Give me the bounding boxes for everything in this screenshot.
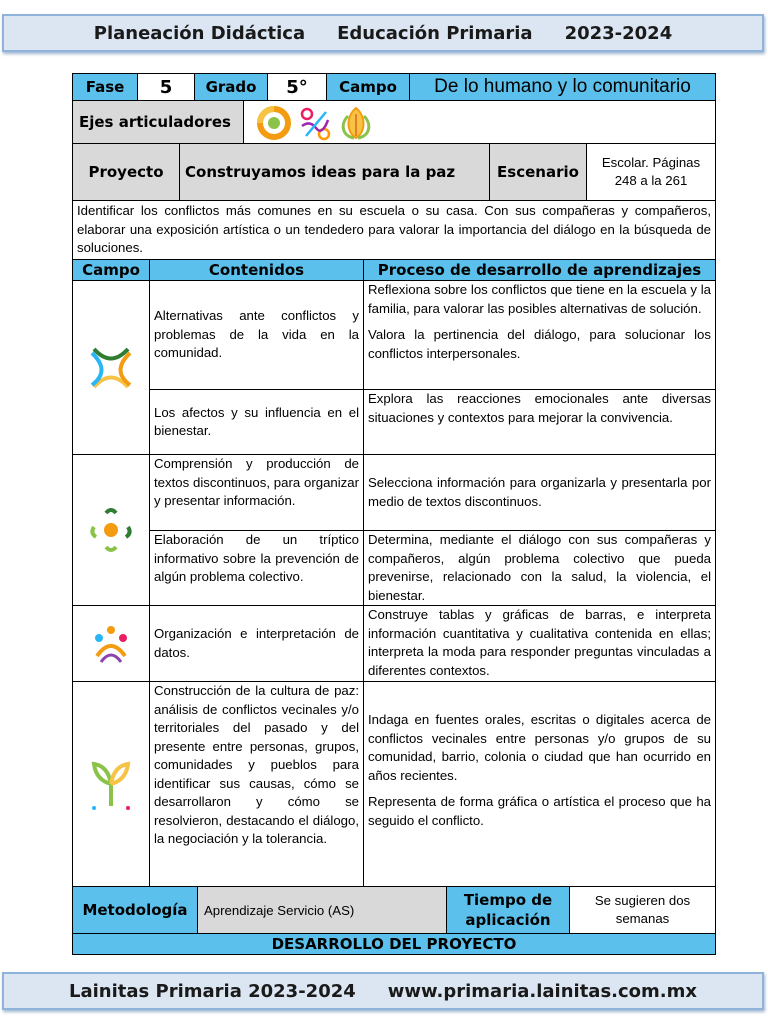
col-contenidos-header: Contenidos [149, 259, 364, 281]
bottom-banner [2, 972, 764, 1010]
campo-humano-comunitario-icon [86, 343, 136, 393]
campo-value: De lo humano y lo comunitario [409, 73, 716, 101]
proceso-1 [363, 280, 716, 390]
banner-year: 2023-2024 [564, 22, 673, 44]
campo-cell-1 [72, 280, 150, 455]
proceso-5: Construye tablas y gráficas de barras, e interpreta información cuantitativa y cualitativa contenida en ellas; interpreta la moda para responder preguntas vinculadas a diferentes contextos. [363, 605, 716, 682]
proceso-2: Explora las reacciones emocionales ante diversas situaciones y contextos para mejorar la convivencia. [363, 389, 716, 455]
banner-url[interactable]: www.primaria.lainitas.com.mx [387, 980, 697, 1002]
proyecto-value: Construyamos ideas para la paz [179, 143, 490, 201]
proceso-3: Selecciona información para organizarla y presentarla por medio de textos discontinuos. [363, 454, 716, 531]
col-proceso-header: Proceso de desarrollo de aprendizajes [363, 259, 716, 281]
proyecto-label: Proyecto [72, 143, 180, 201]
proceso-6-a: Indaga en fuentes orales, escritas o digitales acerca de conflictos vecinales entre personas y/o grupos de su comunidad, barrio, colonia o ciudad que han ocurrido en años recientes. [368, 712, 711, 783]
contenido-6: Construcción de la cultura de paz: análisis de conflictos vecinales y/o territoriales del pasado y del presente entre personas, grupos, comunidades y pueblos para identificar sus causas, cómo se desarrollaron y cómo se resolvieron, destacando el diálogo, la negociación y la tolerancia. [149, 681, 364, 887]
metodologia-label: Metodología [72, 886, 198, 934]
desarrollo-proyecto-header: DESARROLLO DEL PROYECTO [72, 933, 716, 955]
grado-label: Grado [194, 73, 268, 101]
metodologia-value: Aprendizaje Servicio (AS) [197, 886, 447, 934]
campo-cell-2 [72, 454, 150, 606]
fase-value: 5 [137, 73, 195, 101]
contenido-4: Elaboración de un tríptico informativo sobre la prevención de algún problema colectivo. [149, 530, 364, 606]
eje-inclusion-icon [254, 104, 294, 142]
grado-value: 5° [267, 73, 327, 101]
proceso-1-b: Valora la pertinencia del diálogo, para solucionar los conflictos interpersonales. [368, 327, 711, 361]
campo-etica-naturaleza-icon [88, 756, 134, 812]
proceso-1-a: Reflexiona sobre los conflictos que tiene en la escuela y la familia, para valorar las posibles alternativas de solución. [368, 282, 711, 316]
contenido-3: Comprensión y producción de textos discontinuos, para organizar y presentar información. [149, 454, 364, 531]
ejes-icons [243, 100, 716, 144]
contenido-5: Organización e interpretación de datos. [149, 605, 364, 682]
banner-level: Educación Primaria [337, 22, 533, 44]
fase-label: Fase [72, 73, 138, 101]
campo-label: Campo [326, 73, 410, 101]
proceso-6 [363, 681, 716, 887]
col-campo-header: Campo [72, 259, 150, 281]
eje-vida-saludable-icon [336, 104, 376, 142]
proceso-6-b: Representa de forma gráfica o artística el proceso que ha seguido el conflicto. [368, 794, 711, 828]
campo-cell-4 [72, 681, 150, 887]
contenido-1: Alternativas ante conflictos y problemas de la vida en la comunidad. [149, 280, 364, 390]
contenido-2: Los afectos y su influencia en el bienestar. [149, 389, 364, 455]
proceso-4: Determina, mediante el diálogo con sus compañeras y compañeros, algún problema colectivo que pueda prevenirse, relacionado con la salud, la violencia, el bienestar. [363, 530, 716, 606]
banner-brand: Lainitas Primaria 2023-2024 [69, 980, 356, 1002]
ejes-label: Ejes articuladores [72, 100, 244, 144]
project-description: Identificar los conflictos más comunes en su escuela o su casa. Con sus compañeras y compañeros, elaborar una exposición artística o un tendedero para valorar la importancia del diálogo en la búsqueda de soluciones. [72, 200, 716, 260]
campo-lenguajes-icon [88, 505, 134, 555]
eje-pensamiento-critico-icon [296, 106, 336, 142]
tiempo-label: Tiempo de aplicación [446, 886, 570, 934]
campo-saberes-icon [89, 622, 133, 666]
escenario-value: Escolar. Páginas 248 a la 261 [586, 143, 716, 201]
banner-title: Planeación Didáctica [93, 22, 306, 44]
top-banner [2, 14, 764, 52]
escenario-label: Escenario [489, 143, 587, 201]
campo-cell-3 [72, 605, 150, 682]
tiempo-value: Se sugieren dos semanas [569, 886, 716, 934]
